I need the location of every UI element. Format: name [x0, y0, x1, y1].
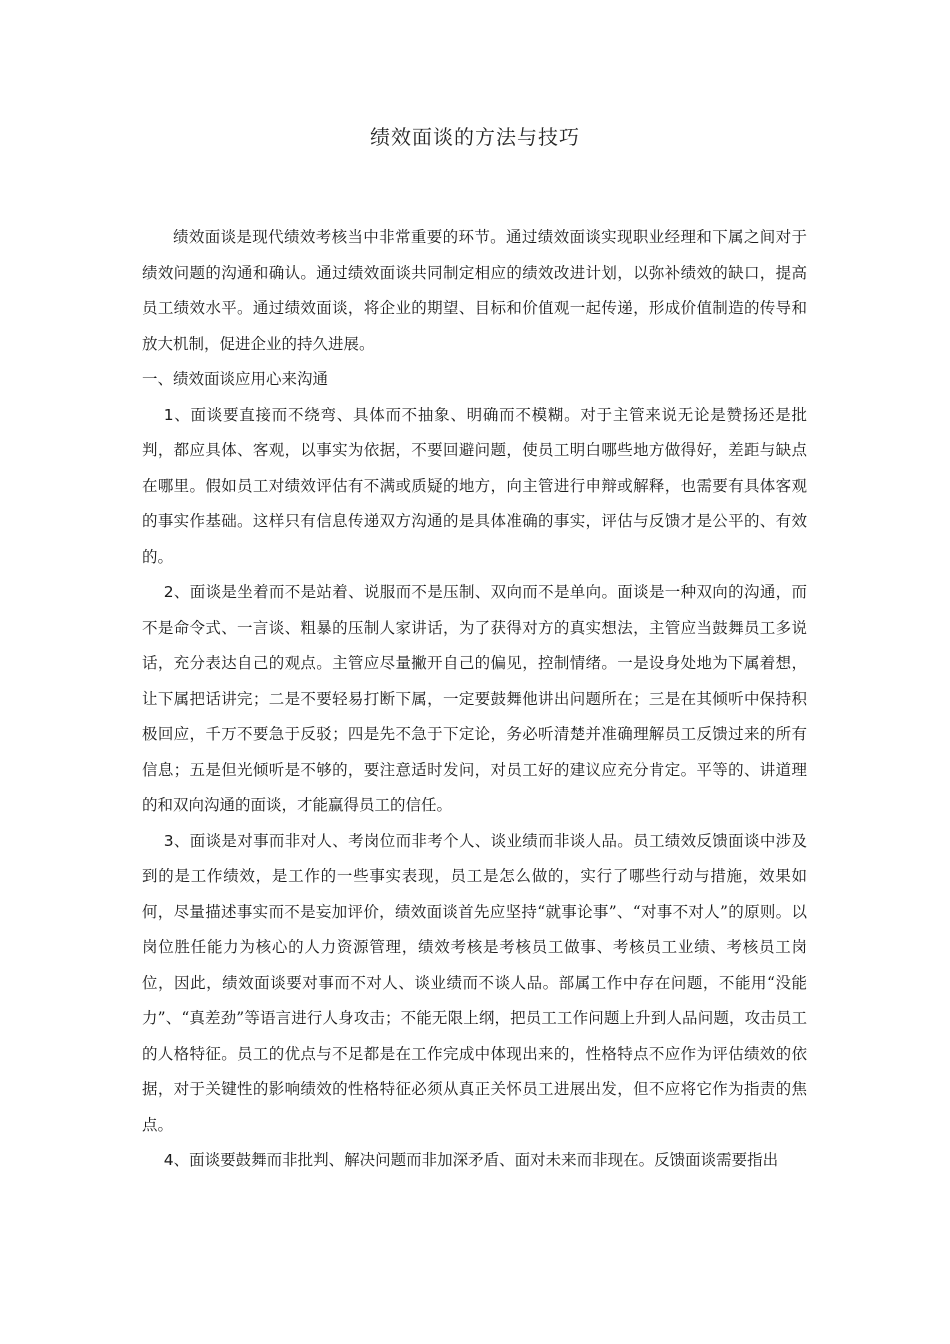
section-heading: 一、绩效面谈应用心来沟通 [142, 370, 329, 388]
point-text: 、面谈要直接而不绕弯、具体而不抽象、明确而不模糊。对于主管来说无论是赞扬还是批判，都应具体、客观，以事实为依据，不要回避问题，使员工明白哪些地方做得好，差距与缺点在哪里。假如员工对绩效评估有不满或质疑的地方，向主管进行申辩或解释，也需要有具体客观的事实作基础。这样只有信息传递双方沟通的是具体准确的事实，评估与反馈才是公平的、有效的。 [142, 405, 807, 566]
point-number: 4 [163, 1151, 174, 1169]
intro-paragraph: 绩效面谈是现代绩效考核当中非常重要的环节。通过绩效面谈实现职业经理和下属之间对于绩效问题的沟通和确认。通过绩效面谈共同制定相应的绩效改进计划，以弥补绩效的缺口，提高员工绩效水平。通过绩效面谈，将企业的期望、目标和价值观一起传递，形成价值制造的传导和放大机制，促进企业的持久进展。 [142, 228, 807, 353]
point-text: 、面谈要鼓舞而非批判、解决问题而非加深矛盾、面对未来而非现在。反馈面谈需要指出 [173, 1151, 779, 1169]
point-text: 、面谈是对事而非对人、考岗位而非考个人、谈业绩而非谈人品。员工绩效反馈面谈中涉及到的是工作绩效，是工作的一些事实表现，员工是怎么做的，实行了哪些行动与措施，效果如何，尽量描述事实而不是妄加评价，绩效面谈首先应坚持“就事论事”、“对事不对人”的原则。以岗位胜任能力为核心的人力资源管理，绩效考核是考核员工做事、考核员工业绩、考核员工岗位，因此，绩效面谈要对事而不对人、谈业绩而不谈人品。部属工作中存在问题，不能用“没能力”、“真差劲”等语言进行人身攻击；不能无限上纲，把员工工作问题上升到人品问题，攻击员工的人格特征。员工的优点与不足都是在工作完成中体现出来的，性格特点不应作为评估绩效的依据，对于关键性的影响绩效的性格特征必须从真正关怀员工进展出发，但不应将它作为指责的焦点。 [142, 831, 807, 1134]
document-body [142, 220, 807, 1179]
point-paragraph-2 [142, 575, 807, 824]
point-number: 1 [163, 405, 174, 424]
point-paragraph-1 [142, 398, 807, 576]
point-number: 2 [163, 583, 174, 601]
point-paragraph-3 [142, 824, 807, 1144]
point-number: 3 [163, 831, 174, 850]
document-title: 绩效面谈的方法与技巧 [370, 125, 580, 149]
point-text: 、面谈是坐着而不是站着、说服而不是压制、双向而不是单向。面谈是一种双向的沟通，而不是命令式、一言谈、粗暴的压制人家讲话，为了获得对方的真实想法，主管应当鼓舞员工多说话，充分表达自己的观点。主管应尽量撇开自己的偏见，控制情绪。一是设身处地为下属着想，让下属把话讲完；二是不要轻易打断下属，一定要鼓舞他讲出问题所在；三是在其倾听中保持积极回应，千万不要急于反驳；四是先不急于下定论，务必听清楚并准确理解员工反馈过来的所有信息；五是但光倾听是不够的，要注意适时发问，对员工好的建议应充分肯定。平等的、讲道理的和双向沟通的面谈，才能赢得员工的信任。 [142, 583, 807, 814]
point-paragraph-4 [142, 1143, 807, 1179]
